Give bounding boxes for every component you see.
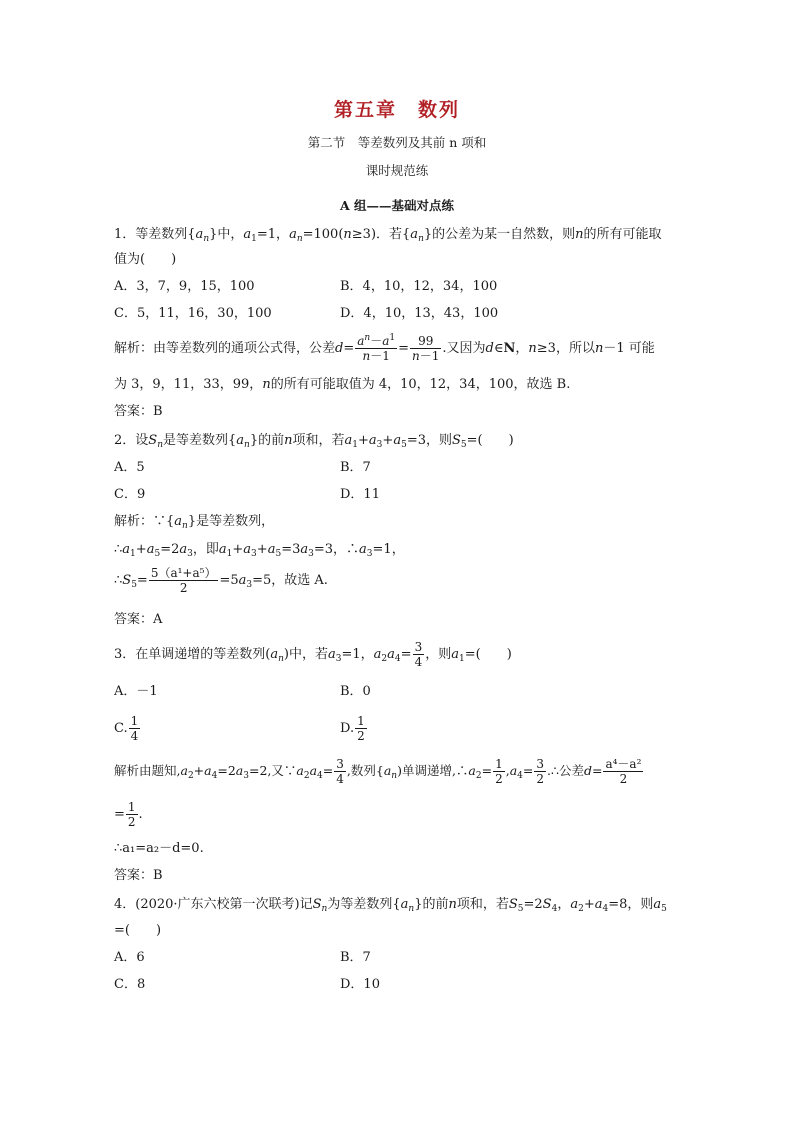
q3-option-c: C. $\frac{1}{4}$ bbox=[114, 714, 139, 743]
q3-option-a: A．－1 bbox=[114, 684, 158, 699]
chapter-title: 第五章 数列 bbox=[333, 99, 460, 121]
q1-stem: 1．等差数列$\{a_n\}$中，$a_1=1$，$a_n=100(n\ge 3)$．若$\{a_n\}$的公差为某一自然数，则n的所有可能取 bbox=[114, 227, 662, 244]
q1-stem-line2: 值为( ) bbox=[114, 252, 177, 267]
q3-analysis: 解析由题知$,a_2+a_4=2a_3=2$,又$\because a_2a_4=$ $\frac{3}{4}$ ,数列$\{a_n)$单调递增$,\therefore a_2=$ $\frac{1}{2}$ $,a_4=$ $\frac{3}{2}$ .∴公差d= $\frac{\text{a⁴－a²}}{2}$ bbox=[114, 757, 642, 786]
q1-fraction-1: $\frac{a^n-a^1}{n-1}$ bbox=[357, 333, 396, 363]
q1-analysis: 解析：由等差数列的通项公式得，公差d= $\frac{a^n-a^1}{n-1}$ = $\frac{99}{n-1}$ .又因为d∈N，n≥3，所以n－1 可能 bbox=[114, 333, 655, 363]
q2-stem: 2．设$S_n$是等差数列$\{a_n\}$的前n项和，若$a_1+a_3+a_5=3$，则$S_5=$( ) bbox=[114, 433, 514, 450]
q3-fraction-diff: $\frac{\text{a⁴－a²}}{2}$ bbox=[605, 757, 642, 786]
practice-title: 课时规范练 bbox=[365, 163, 429, 178]
q2-analysis-1: 解析：$\because\{a_n\}$是等差数列， bbox=[114, 514, 275, 531]
q4-option-b: B．7 bbox=[340, 950, 371, 965]
q3-stem: 3．在单调递增的等差数列$(a_n)$中，若$a_3=1$，$a_2a_4=$ $\frac{3}{4}$ ，则$a_1=$( ) bbox=[114, 640, 512, 669]
q4-option-a: A．6 bbox=[114, 950, 145, 965]
q2-option-b: B．7 bbox=[340, 460, 371, 475]
q2-answer: 答案：A bbox=[114, 612, 163, 627]
q3-analysis-line3: ∴a₁=a₂－d=0. bbox=[114, 841, 204, 856]
q4-option-c: C．8 bbox=[114, 977, 146, 992]
q3-option-c-fraction: $\frac{1}{4}$ bbox=[130, 714, 139, 743]
q1-option-a: A．3，7，9，15，100 bbox=[114, 279, 255, 294]
q4-stem: 4．(2020·广东六校第一次联考)记$S_n$为等差数列$\{a_n\}$的前n项和，若$S_5=2S_4$，$a_2+a_4=8$，则$a_5$ bbox=[114, 897, 667, 914]
q2-fraction: $\frac{\text{5（a¹+a⁵）}}{2}$ bbox=[150, 566, 217, 595]
q3-analysis-line2: = $\frac{1}{2}$ . bbox=[114, 800, 143, 829]
q3-option-d-fraction: $\frac{1}{2}$ bbox=[357, 714, 365, 743]
q1-answer: 答案：B bbox=[114, 404, 163, 419]
q2-option-c: C．9 bbox=[114, 487, 146, 502]
q1-fraction-2: $\frac{99}{n-1}$ bbox=[412, 334, 440, 363]
q2-option-a: A．5 bbox=[114, 460, 145, 475]
q3-option-d: D. $\frac{1}{2}$ bbox=[340, 714, 365, 743]
q3-option-b: B．0 bbox=[340, 684, 371, 699]
q2-analysis-2: $\therefore a_1+a_5=2a_3$，即$a_1+a_3+a_5=3a_3=3$，$\therefore a_3=1$， bbox=[114, 542, 405, 559]
q2-option-d: D．11 bbox=[340, 487, 380, 502]
q3-answer: 答案：B bbox=[114, 868, 163, 883]
section-title: 第二节 等差数列及其前 n 项和 bbox=[307, 135, 487, 150]
q2-analysis-3: $\therefore S_5=$ $\frac{\text{5（a¹+a⁵）}}{2}$ $=5a_3=5$，故选 A. bbox=[114, 566, 328, 595]
q4-option-d: D．10 bbox=[340, 977, 380, 992]
q3-fraction-stem: $\frac{3}{4}$ bbox=[414, 640, 423, 669]
q1-option-d: D．4，10，13，43，100 bbox=[340, 306, 499, 321]
q4-stem-line2: =( ) bbox=[114, 923, 162, 938]
group-title: A 组——基础对点练 bbox=[339, 198, 455, 213]
q1-option-b: B．4，10，12，34，100 bbox=[340, 279, 498, 294]
q1-analysis-line2: 为 3，9，11，33，99，n的所有可能取值为 4，10，12，34，100，故选 B. bbox=[114, 377, 571, 392]
q1-option-c: C．5，11，16，30，100 bbox=[114, 306, 272, 321]
